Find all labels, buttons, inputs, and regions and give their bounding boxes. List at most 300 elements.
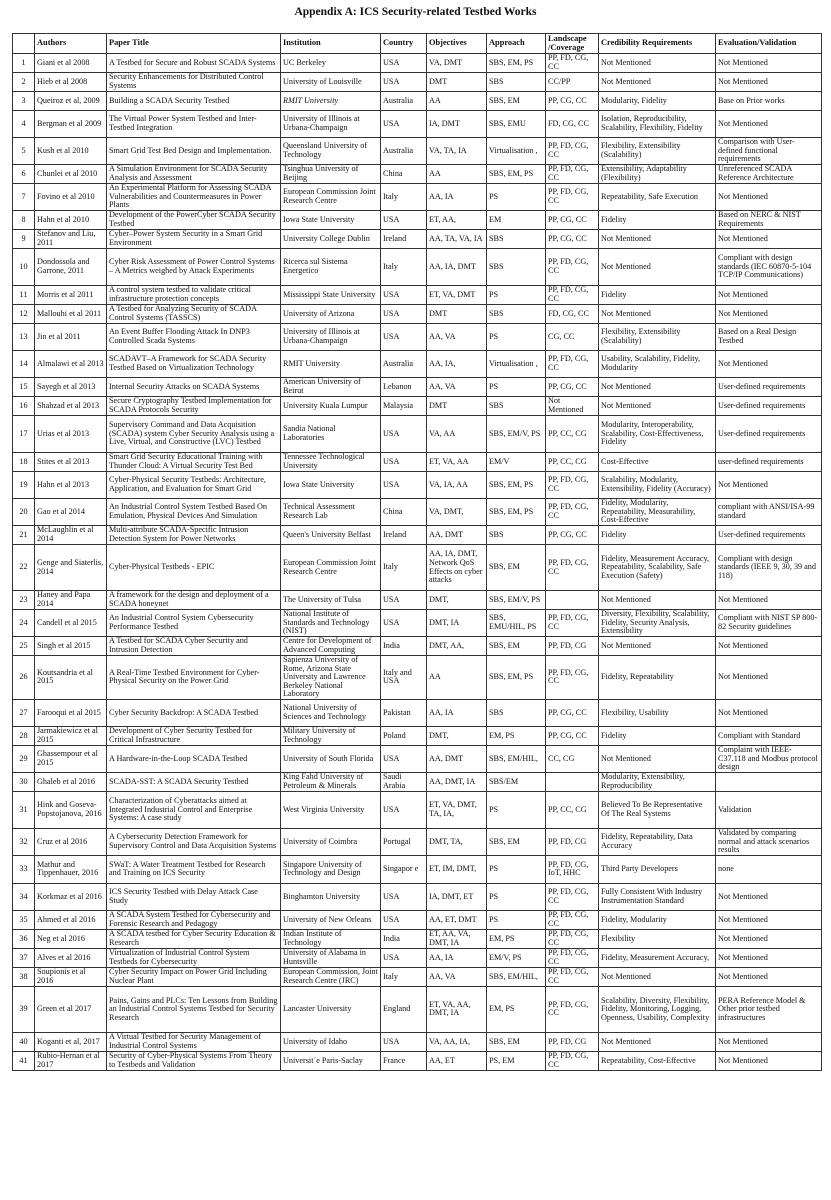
row-institution: Technical Assessment Research Lab [281, 499, 381, 526]
row-authors: Queiroz et al, 2009 [35, 92, 107, 111]
row-institution: European Commission, Joint Research Centre (JRC) [281, 967, 381, 986]
row-institution: University of Illinois at Urbana-Champaign [281, 111, 381, 138]
row-objectives: ET, VA, DMT [427, 286, 487, 305]
row-objectives: AA, ET, DMT [427, 910, 487, 929]
table-row [13, 184, 822, 211]
row-credibility: Fidelity, Measurement Accuracy, Repeatability, Scalability, Safe Execution (Safety) [599, 545, 716, 591]
row-credibility: Modularity, Extensibility, Reproducibility [599, 772, 716, 791]
row-approach: EM, PS [487, 986, 546, 1032]
row-evaluation: Not Mentioned [716, 305, 822, 324]
row-approach: SBS, EM [487, 637, 546, 656]
row-country: China [381, 165, 427, 184]
row-country: USA [381, 324, 427, 351]
row-authors: Singh et al 2015 [35, 637, 107, 656]
row-paper-title: An Experimental Platform for Assessing SCADA Vulnerabilities and Countermeasures in Power Plants [107, 184, 281, 211]
table-row [13, 138, 822, 165]
row-credibility: Scalability, Diversity, Flexibility, Fidelity, Monitoring, Logging, Openness, Usability, Complexity [599, 986, 716, 1032]
row-institution: Iowa State University [281, 211, 381, 230]
row-authors: Kush et al 2010 [35, 138, 107, 165]
row-approach: EM/V, PS [487, 948, 546, 967]
row-evaluation: Based on a Real Design Testbed [716, 324, 822, 351]
row-country: England [381, 986, 427, 1032]
row-country: Italy [381, 249, 427, 286]
row-evaluation: Compliant with design standards (IEC 60870-5-104 TCP/IP Communications) [716, 249, 822, 286]
row-authors: Koutsandria et al 2015 [35, 656, 107, 700]
row-number: 4 [13, 111, 35, 138]
row-authors: Soupionis et al 2016 [35, 967, 107, 986]
row-country: USA [381, 111, 427, 138]
row-approach: SBS, EM, PS [487, 165, 546, 184]
row-paper-title: SCADA-SST: A SCADA Security Testbed [107, 772, 281, 791]
row-number: 3 [13, 92, 35, 111]
row-country: USA [381, 610, 427, 637]
row-number: 25 [13, 637, 35, 656]
row-number: 37 [13, 948, 35, 967]
row-objectives: VA, AA, IA, [427, 1032, 487, 1051]
row-credibility: Fidelity, Modularity, Repeatability, Measurability, Cost-Effective [599, 499, 716, 526]
row-evaluation: Not Mentioned [716, 967, 822, 986]
row-number: 33 [13, 855, 35, 883]
row-paper-title: A Testbed for Secure and Robust SCADA Systems [107, 54, 281, 73]
row-credibility: Not Mentioned [599, 397, 716, 416]
row-objectives: ET, AA, VA, DMT, IA [427, 929, 487, 948]
row-number: 27 [13, 699, 35, 726]
table-row [13, 986, 822, 1032]
row-country: Australia [381, 92, 427, 111]
table-row [13, 610, 822, 637]
row-evaluation: Based on NERC & NIST Requirements [716, 211, 822, 230]
row-number: 8 [13, 211, 35, 230]
row-objectives: VA, AA [427, 416, 487, 453]
row-approach: SBS, EMU [487, 111, 546, 138]
row-authors: Urias et al 2013 [35, 416, 107, 453]
row-authors: Haney and Papa 2014 [35, 591, 107, 610]
row-credibility: Extensibility, Adaptability (Flexibility) [599, 165, 716, 184]
row-country: Malaysia [381, 397, 427, 416]
row-institution: University of Alabama in Huntsville [281, 948, 381, 967]
table-row [13, 73, 822, 92]
row-objectives: AA, DMT [427, 526, 487, 545]
row-evaluation: Not Mentioned [716, 73, 822, 92]
row-authors: Mallouhi et al 2011 [35, 305, 107, 324]
row-number: 28 [13, 726, 35, 745]
row-credibility: Not Mentioned [599, 745, 716, 772]
row-country: USA [381, 472, 427, 499]
row-institution: University of Idaho [281, 1032, 381, 1051]
row-credibility: Fidelity [599, 286, 716, 305]
row-approach: PS [487, 324, 546, 351]
row-country: Italy [381, 967, 427, 986]
row-number: 11 [13, 286, 35, 305]
row-country: Australia [381, 138, 427, 165]
table-row [13, 910, 822, 929]
row-country: France [381, 1051, 427, 1070]
row-paper-title: A SCADA System Testbed for Cybersecurity and Forensic Research and Pedagogy [107, 910, 281, 929]
col-header-paper-title: Paper Title [107, 34, 281, 54]
table-row [13, 472, 822, 499]
row-approach: SBS, EM, PS [487, 54, 546, 73]
row-credibility: Modularity, Fidelity [599, 92, 716, 111]
row-landscape [546, 772, 599, 791]
row-paper-title: Development of the PowerCyber SCADA Security Testbed [107, 211, 281, 230]
table-row [13, 526, 822, 545]
row-country: USA [381, 453, 427, 472]
row-landscape: PP, FD, CG, CC [546, 249, 599, 286]
row-country: Italy and USA [381, 656, 427, 700]
row-number: 22 [13, 545, 35, 591]
row-approach: SBS [487, 699, 546, 726]
row-number: 35 [13, 910, 35, 929]
row-objectives: VA, DMT, [427, 499, 487, 526]
row-objectives: ET, VA, AA [427, 453, 487, 472]
row-number: 7 [13, 184, 35, 211]
header-row [13, 34, 822, 54]
row-country: USA [381, 286, 427, 305]
row-objectives: ET, IM, DMT, [427, 855, 487, 883]
row-credibility: Fidelity [599, 526, 716, 545]
row-landscape: PP, FD, CG, CC [546, 948, 599, 967]
row-institution: National University of Sciences and Technology [281, 699, 381, 726]
row-paper-title: An Industrial Control System Testbed Based On Emulation, Physical Devices And Simulation [107, 499, 281, 526]
row-objectives: AA, IA [427, 184, 487, 211]
row-evaluation: User-defined requirements [716, 397, 822, 416]
row-evaluation: Comparison with User-defined functional requirements [716, 138, 822, 165]
row-number: 6 [13, 165, 35, 184]
row-evaluation: Not Mentioned [716, 54, 822, 73]
row-institution: University of South Florida [281, 745, 381, 772]
row-objectives: DMT [427, 305, 487, 324]
row-institution: University College Dublin [281, 230, 381, 249]
row-institution: University of New Orleans [281, 910, 381, 929]
row-institution: King Fahd University of Petroleum & Minerals [281, 772, 381, 791]
row-institution: University of Coimbra [281, 828, 381, 855]
row-evaluation: Not Mentioned [716, 351, 822, 378]
row-institution: West Virginia University [281, 791, 381, 828]
row-objectives: AA [427, 92, 487, 111]
row-evaluation [716, 772, 822, 791]
row-approach: SBS, EM [487, 545, 546, 591]
row-authors: Ahmed et al 2016 [35, 910, 107, 929]
row-approach: EM/V [487, 453, 546, 472]
row-authors: Jarmakiewicz et al 2015 [35, 726, 107, 745]
row-institution: University of Louisville [281, 73, 381, 92]
row-institution: European Commission Joint Research Centre [281, 184, 381, 211]
row-credibility: Believed To Be Representative Of The Real Systems [599, 791, 716, 828]
row-evaluation: Compliant with NIST SP 800-82 Security guidelines [716, 610, 822, 637]
table-row [13, 883, 822, 910]
row-landscape: PP, CC, CG [546, 453, 599, 472]
row-institution: The University of Tulsa [281, 591, 381, 610]
row-number: 10 [13, 249, 35, 286]
row-paper-title: A Testbed for SCADA Cyber Security and Intrusion Detection [107, 637, 281, 656]
row-paper-title: Cyber–Power System Security in a Smart Grid Environment [107, 230, 281, 249]
row-landscape: PP, FD, CG [546, 637, 599, 656]
row-credibility: Cost-Effective [599, 453, 716, 472]
row-approach: SBS [487, 73, 546, 92]
row-paper-title: A SCADA testbed for Cyber Security Education & Research [107, 929, 281, 948]
table-row [13, 453, 822, 472]
row-objectives: AA, IA [427, 699, 487, 726]
row-institution: Military University of Technology [281, 726, 381, 745]
row-number: 29 [13, 745, 35, 772]
row-landscape: PP, FD, CG, CC [546, 165, 599, 184]
table-row [13, 1051, 822, 1070]
row-objectives: AA, VA [427, 967, 487, 986]
table-row [13, 416, 822, 453]
row-approach: SBS, EM, PS [487, 656, 546, 700]
col-header-landscape: Landscape /Coverage [546, 34, 599, 54]
row-authors: Farooqui et al 2015 [35, 699, 107, 726]
row-objectives: DMT, [427, 591, 487, 610]
row-evaluation: Compliant with Standard [716, 726, 822, 745]
row-institution: National Institute of Standards and Technology (NIST) [281, 610, 381, 637]
row-objectives: DMT, [427, 726, 487, 745]
row-objectives: DMT [427, 73, 487, 92]
row-institution: University of Illinois at Urbana-Champaign [281, 324, 381, 351]
row-institution: Sandia National Laboratories [281, 416, 381, 453]
row-approach: Virtualisation , [487, 138, 546, 165]
row-paper-title: The Virtual Power System Testbed and Inter-Testbed Integration [107, 111, 281, 138]
table-row [13, 545, 822, 591]
row-authors: Stites et al 2013 [35, 453, 107, 472]
row-number: 12 [13, 305, 35, 324]
row-country: USA [381, 211, 427, 230]
row-country: USA [381, 305, 427, 324]
row-authors: Green et al 2017 [35, 986, 107, 1032]
row-institution: Tennessee Technological University [281, 453, 381, 472]
row-evaluation: Not Mentioned [716, 184, 822, 211]
row-paper-title: Cyber-Physical Testbeds - EPIC [107, 545, 281, 591]
table-row [13, 324, 822, 351]
row-number: 41 [13, 1051, 35, 1070]
row-number: 15 [13, 378, 35, 397]
row-credibility: Flexibility [599, 929, 716, 948]
row-landscape: PP, FD, CG, CC [546, 472, 599, 499]
row-number: 40 [13, 1032, 35, 1051]
row-credibility: Third Party Developers [599, 855, 716, 883]
row-paper-title: A Cybersecurity Detection Framework for Supervisory Control and Data Acquisition Systems [107, 828, 281, 855]
row-landscape: CC, CG [546, 745, 599, 772]
row-authors: Jin et al 2011 [35, 324, 107, 351]
row-landscape: PP, FD, CG, CC [546, 929, 599, 948]
page-title: Appendix A: ICS Security-related Testbed Works [294, 6, 537, 18]
row-landscape [546, 591, 599, 610]
row-objectives: VA, DMT [427, 54, 487, 73]
row-approach: SBS, EM/V, PS [487, 416, 546, 453]
row-credibility: Not Mentioned [599, 54, 716, 73]
row-authors: Shahzad et al 2013 [35, 397, 107, 416]
row-approach: SBS [487, 526, 546, 545]
row-institution: European Commission Joint Research Centre [281, 545, 381, 591]
col-header-objectives: Objectives [427, 34, 487, 54]
row-landscape: PP, FD, CG, CC [546, 610, 599, 637]
col-header-country: Country [381, 34, 427, 54]
row-landscape: PP, CG, CC [546, 92, 599, 111]
row-approach: PS [487, 378, 546, 397]
row-authors: Koganti et al, 2017 [35, 1032, 107, 1051]
row-authors: Sayegh et al 2013 [35, 378, 107, 397]
row-landscape: PP, FD, CG [546, 828, 599, 855]
row-evaluation: User-defined requirements [716, 378, 822, 397]
row-landscape: PP, FD, CG, CC [546, 656, 599, 700]
row-approach: EM, PS [487, 929, 546, 948]
row-number: 14 [13, 351, 35, 378]
row-number: 36 [13, 929, 35, 948]
row-objectives: DMT, AA, [427, 637, 487, 656]
row-landscape: PP, CG, CC [546, 526, 599, 545]
row-number: 32 [13, 828, 35, 855]
row-country: USA [381, 745, 427, 772]
row-objectives: ET, VA, DMT, TA, IA, [427, 791, 487, 828]
row-evaluation: none [716, 855, 822, 883]
table-row [13, 791, 822, 828]
row-evaluation: Not Mentioned [716, 111, 822, 138]
row-approach: PS [487, 184, 546, 211]
row-number: 19 [13, 472, 35, 499]
table-row [13, 211, 822, 230]
row-landscape: PP, CG, CC [546, 699, 599, 726]
table-row [13, 286, 822, 305]
table-row [13, 1032, 822, 1051]
row-evaluation: Not Mentioned [716, 910, 822, 929]
row-paper-title: Building a SCADA Security Testbed [107, 92, 281, 111]
table-row [13, 726, 822, 745]
row-landscape: PP, FD, CG, CC [546, 1051, 599, 1070]
row-evaluation: Not Mentioned [716, 883, 822, 910]
row-number: 31 [13, 791, 35, 828]
row-evaluation: User-defined requirements [716, 416, 822, 453]
row-authors: Morris et al 2011 [35, 286, 107, 305]
row-paper-title: A control system testbed to validate critical infrastructure protection concepts [107, 286, 281, 305]
row-paper-title: Smart Grid Security Educational Training with Thunder Cloud: A Virtual Security Test Bed [107, 453, 281, 472]
row-country: Italy [381, 184, 427, 211]
row-credibility: Not Mentioned [599, 591, 716, 610]
row-objectives: DMT [427, 397, 487, 416]
row-country: Ireland [381, 526, 427, 545]
row-country: Lebanon [381, 378, 427, 397]
row-objectives: DMT, TA, [427, 828, 487, 855]
row-authors: Giani et al 2008 [35, 54, 107, 73]
row-objectives: AA, DMT, IA [427, 772, 487, 791]
row-objectives: ET, VA, AA, DMT, IA [427, 986, 487, 1032]
row-evaluation: Not Mentioned [716, 1032, 822, 1051]
row-credibility: Not Mentioned [599, 1032, 716, 1051]
col-header-number [13, 34, 35, 54]
row-paper-title: A Real-Time Testbed Environment for Cyber-Physical Security on the Power Grid [107, 656, 281, 700]
row-institution: American University of Beirut [281, 378, 381, 397]
row-credibility: Fidelity, Measurement Accuracy, [599, 948, 716, 967]
row-credibility: Fidelity, Modularity [599, 910, 716, 929]
row-institution: Sapienza University of Rome, Arizona State University and Lawrence Berkeley National Laboratory [281, 656, 381, 700]
row-paper-title: Security Enhancements for Distributed Control Systems [107, 73, 281, 92]
row-number: 18 [13, 453, 35, 472]
col-header-institution: Institution [281, 34, 381, 54]
row-institution: UC Berkeley [281, 54, 381, 73]
col-header-credibility: Credibility Requirements [599, 34, 716, 54]
row-institution: Tsinghua University of Beijing [281, 165, 381, 184]
row-landscape: PP, FD, CG, CC [546, 351, 599, 378]
row-landscape: PP, FD, CG, CC [546, 986, 599, 1032]
table-body [13, 54, 822, 1071]
row-country: USA [381, 948, 427, 967]
row-evaluation: Not Mentioned [716, 699, 822, 726]
row-evaluation: Not Mentioned [716, 286, 822, 305]
row-authors: Hink and Goseva-Popstojanova, 2016 [35, 791, 107, 828]
row-institution: Universit´e Paris-Saclay [281, 1051, 381, 1070]
row-landscape: PP, FD, CG, CC [546, 184, 599, 211]
row-institution: Ricerca sul Sistema Energetico [281, 249, 381, 286]
row-number: 23 [13, 591, 35, 610]
row-credibility: Not Mentioned [599, 305, 716, 324]
row-landscape: PP, FD, CG, CC [546, 545, 599, 591]
row-authors: Hahn et al 2010 [35, 211, 107, 230]
row-evaluation: Not Mentioned [716, 637, 822, 656]
table-row [13, 305, 822, 324]
row-country: India [381, 929, 427, 948]
row-approach: PS [487, 855, 546, 883]
col-header-authors: Authors [35, 34, 107, 54]
row-approach: SBS, EMU/HIL, PS [487, 610, 546, 637]
row-paper-title: SWaT: A Water Treatment Testbed for Research and Training on ICS Security [107, 855, 281, 883]
table-row [13, 745, 822, 772]
row-institution: Iowa State University [281, 472, 381, 499]
row-paper-title: Characterization of Cyberattacks aimed at Integrated Industrial Control and Enterprise Systems: A case study [107, 791, 281, 828]
table-row [13, 699, 822, 726]
row-institution: Queensland University of Technology [281, 138, 381, 165]
row-authors: Ghaleb et al 2016 [35, 772, 107, 791]
row-institution: RMIT University [281, 351, 381, 378]
row-authors: Genge and Siaterlis, 2014 [35, 545, 107, 591]
table-row [13, 591, 822, 610]
row-objectives: DMT, IA [427, 610, 487, 637]
row-credibility: Repeatability, Safe Execution [599, 184, 716, 211]
col-header-approach: Approach [487, 34, 546, 54]
row-paper-title: Smart Grid Test Bed Design and Implementation. [107, 138, 281, 165]
row-evaluation: Not Mentioned [716, 591, 822, 610]
row-authors: Neg et al 2016 [35, 929, 107, 948]
row-evaluation: Unreferenced SCADA Reference Architecture [716, 165, 822, 184]
row-credibility: Scalability, Modularity, Extensibility, Fidelity (Accuracy) [599, 472, 716, 499]
row-number: 30 [13, 772, 35, 791]
table-row [13, 397, 822, 416]
row-institution: Singapore University of Technology and Design [281, 855, 381, 883]
row-authors: Alves et al 2016 [35, 948, 107, 967]
row-credibility: Not Mentioned [599, 249, 716, 286]
row-paper-title: SCADAVT–A Framework for SCADA Security Testbed Based on Virtualization Technology [107, 351, 281, 378]
row-credibility: Diversity, Flexibility, Scalability, Fidelity, Security Analysis, Extensibility [599, 610, 716, 637]
row-credibility: Flexibility, Usability [599, 699, 716, 726]
row-credibility: Fidelity, Repeatability [599, 656, 716, 700]
row-landscape: Not Mentioned [546, 397, 599, 416]
row-approach: SBS, EM, PS [487, 499, 546, 526]
row-paper-title: Cyber Security Impact on Power Grid Including Nuclear Plant [107, 967, 281, 986]
row-credibility: Flexibility, Extensibility (Scalability) [599, 324, 716, 351]
row-objectives: VA, IA, AA [427, 472, 487, 499]
testbed-table [12, 33, 822, 1071]
row-authors: Bergman et al 2009 [35, 111, 107, 138]
row-paper-title: Cyber Risk Assessment of Power Control Systems – A Metrics weighed by Attack Experiments [107, 249, 281, 286]
row-authors: McLaughlin et al 2014 [35, 526, 107, 545]
row-approach: SBS/EM [487, 772, 546, 791]
row-landscape: PP, FD, CG, CC [546, 138, 599, 165]
row-landscape: FD, CG, CC [546, 305, 599, 324]
row-landscape: CG, CC [546, 324, 599, 351]
row-number: 16 [13, 397, 35, 416]
row-approach: PS [487, 910, 546, 929]
row-number: 34 [13, 883, 35, 910]
row-paper-title: A Hardware-in-the-Loop SCADA Testbed [107, 745, 281, 772]
row-number: 38 [13, 967, 35, 986]
